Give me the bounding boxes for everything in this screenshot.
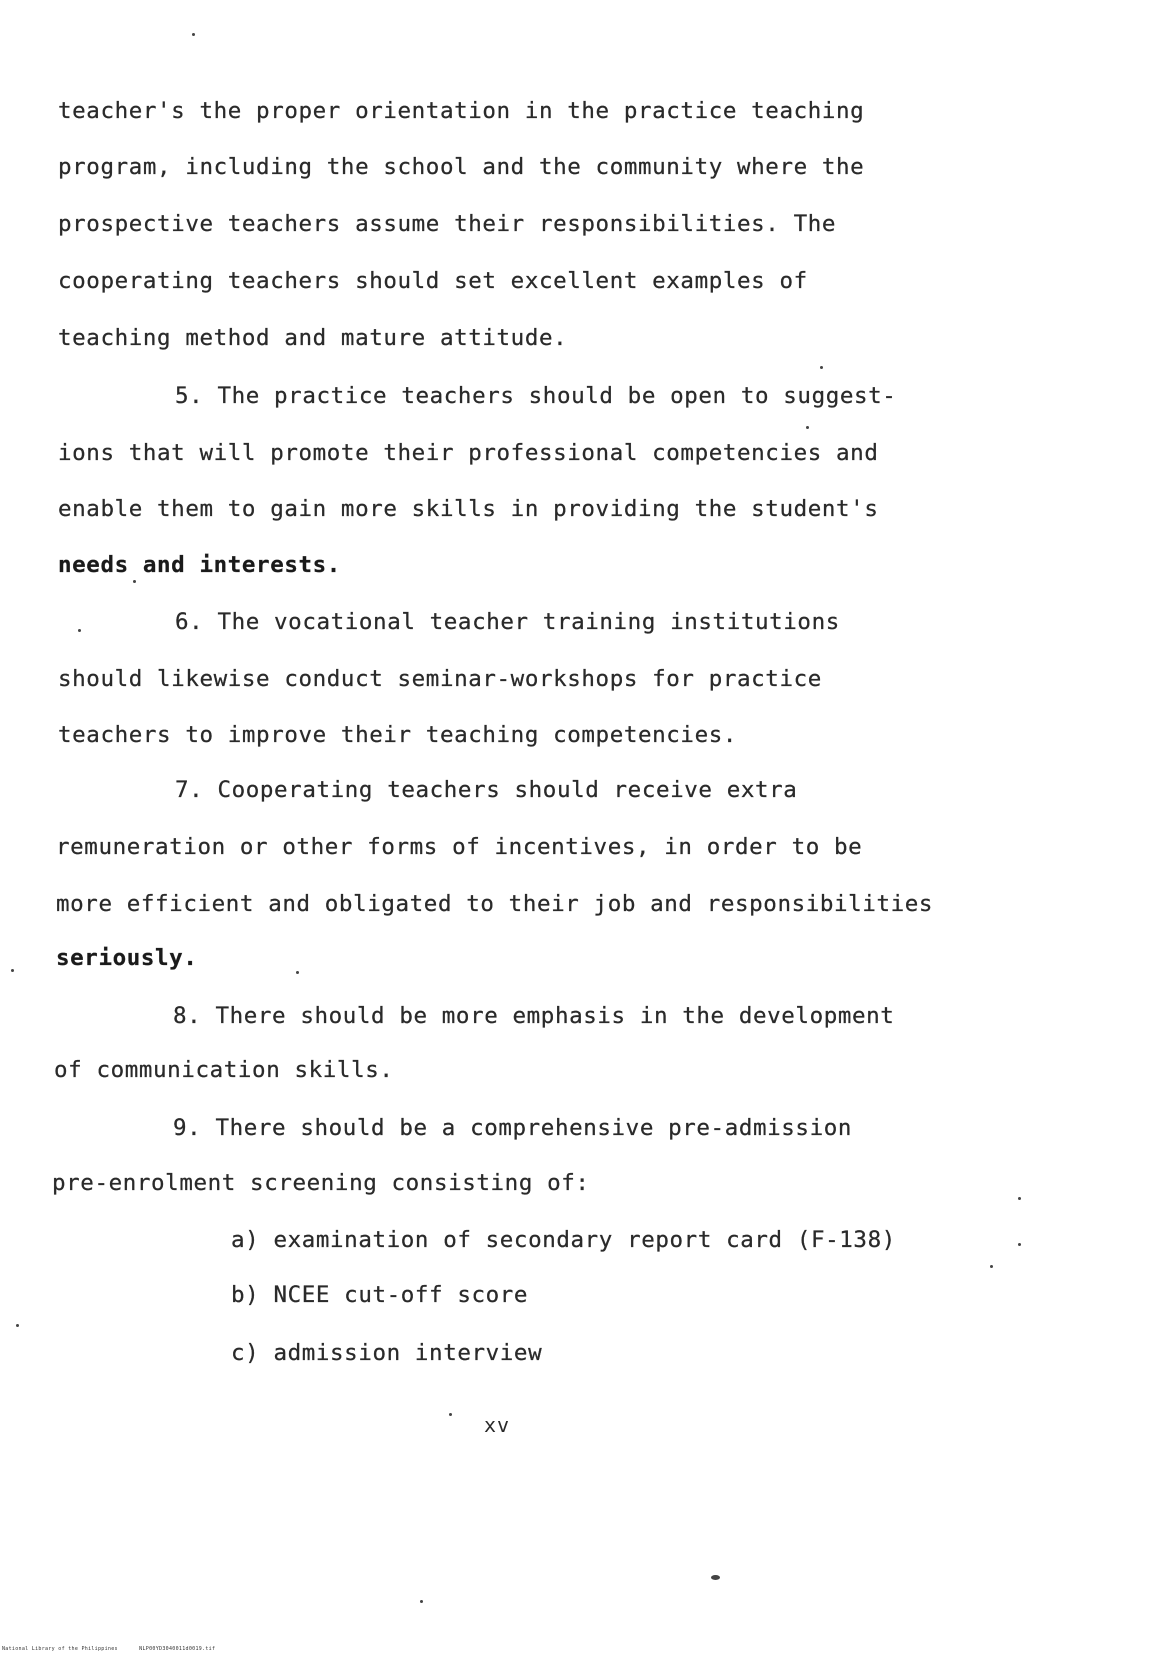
scan-speck — [1018, 1197, 1021, 1200]
scan-speck — [449, 1413, 452, 1416]
scan-speck — [990, 1265, 993, 1268]
text-line: 7. Cooperating teachers should receive extra — [175, 777, 798, 803]
scan-speck — [78, 629, 81, 632]
text-line: of communication skills. — [54, 1057, 394, 1083]
scan-footer — [2, 1646, 233, 1652]
list-item: c) admission interview — [231, 1340, 543, 1366]
list-item: b) NCEE cut-off score — [231, 1282, 529, 1308]
text-line: 6. The vocational teacher training institutions — [175, 609, 840, 635]
scan-speck — [420, 1600, 423, 1603]
text-line: more efficient and obligated to their job and responsibilities — [56, 891, 934, 917]
scan-speck — [16, 1324, 19, 1327]
text-line: 5. The practice teachers should be open to suggest- — [175, 383, 897, 409]
scan-speck — [11, 969, 14, 972]
scan-speck — [1018, 1243, 1021, 1246]
text-line: should likewise conduct seminar-workshops for practice — [58, 666, 822, 692]
text-line: needs and interests. — [58, 552, 341, 578]
scan-speck — [806, 426, 809, 429]
text-line: program, including the school and the community where the — [58, 154, 865, 180]
text-line: teachers to improve their teaching competencies. — [58, 722, 738, 748]
text-line: cooperating teachers should set excellent examples of — [58, 268, 808, 294]
text-line: prospective teachers assume their responsibilities. The — [58, 211, 837, 237]
text-line: teacher's the proper orientation in the practice teaching — [58, 98, 865, 124]
text-line: seriously. — [56, 945, 198, 971]
scan-speck — [296, 971, 299, 974]
text-line: 8. There should be more emphasis in the development — [173, 1003, 895, 1029]
text-line: ions that will promote their professional competencies and — [58, 440, 879, 466]
text-line: teaching method and mature attitude. — [58, 325, 568, 351]
scan-speck — [820, 366, 823, 369]
text-line: 9. There should be a comprehensive pre-admission — [173, 1115, 853, 1141]
text-line: pre-enrolment screening consisting of: — [52, 1170, 590, 1196]
text-line: enable them to gain more skills in providing the student's — [58, 496, 879, 522]
footer-library: National Library of the Philippines — [2, 1646, 118, 1652]
scan-speck — [711, 1575, 720, 1580]
page-number: xv — [484, 1413, 511, 1437]
scan-speck — [192, 33, 195, 36]
list-item: a) examination of secondary report card (F-138) — [231, 1227, 896, 1253]
text-line: remuneration or other forms of incentives, in order to be — [56, 834, 863, 860]
scan-speck — [133, 580, 136, 583]
footer-file: NLP00YD3040011d0019.tif — [139, 1646, 216, 1652]
